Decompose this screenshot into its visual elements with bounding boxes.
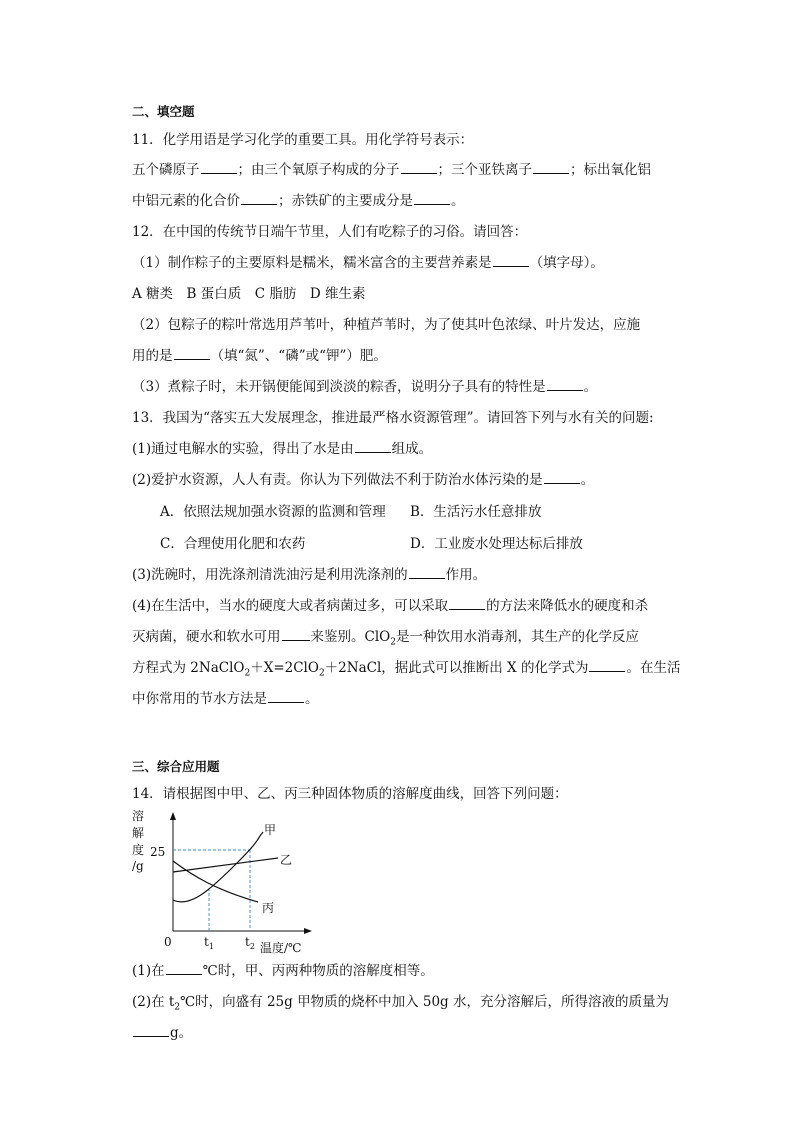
answer-blank[interactable] [589,659,625,672]
q13-option-d: D．工业废水处理达标后排放 [410,536,583,552]
origin-label: 0 [164,935,172,949]
y-label-char: 溶 [132,809,145,823]
series-label-bing: 丙 [262,901,275,915]
answer-blank[interactable] [401,161,437,174]
answer-blank[interactable] [133,1024,169,1037]
series-label-jia: 甲 [264,823,277,837]
q12-line-6: （3）煮粽子时，未开锅便能闻到淡淡的粽香，说明分子具有的特性是 。 [132,379,598,395]
q13-line-8: 灭病菌，硬水和软水可用 来鉴别。ClO$_2$是一种饮用水消毒剂，其生产的化学反应 [132,629,639,648]
q13-line-7: (4)在生活中，当水的硬度大或者病菌过多，可以采取 的方法来降低水的硬度和杀 [132,598,649,614]
section-2-title: 二、填空题 [132,104,195,119]
y-axis-arrow [170,812,176,820]
curve-jia [173,832,263,902]
q12-line-2: （1）制作粽子的主要原料是糯米，糯米富含的主要营养素是 （填字母）。 [132,255,604,271]
q14-line-1: 14．请根据图中甲、乙、丙三种固体物质的溶解度曲线，回答下列问题： [132,786,568,802]
answer-blank[interactable] [174,347,210,360]
q13-option-c: C．合理使用化肥和农药 [160,536,306,552]
q14-part-1: (1)在 ℃时，甲、丙两种物质的溶解度相等。 [132,963,434,979]
q13-line-3: (2)爱护水资源，人人有责。你认为下列做法不利于防治水体污染的是 。 [132,472,595,488]
solubility-curve-chart [128,806,328,956]
q13-line-1: 13．我国为“落实五大发展理念，推进最严格水资源管理”。请回答下列与水有关的问题: [132,410,654,426]
answer-blank[interactable] [355,440,391,453]
answer-blank[interactable] [282,628,310,641]
x-tick-t1: $t_1$ [204,935,214,951]
q13-line-6: (3)洗碗时，用洗涤剂清洗油污是利用洗涤剂的 作用。 [132,567,487,583]
q12-line-4: （2）包粽子的粽叶常选用芦苇叶，种植芦苇时，为了使其叶色浓绿、叶片发达，应施 [132,317,641,333]
q12-line-5: 用的是 （填“氮”、“磷”或“钾”）肥。 [132,348,387,364]
q13-line-2: (1)通过电解水的实验，得出了水是由 组成。 [132,441,433,457]
answer-blank[interactable] [268,690,304,703]
q13-line-9: 方程式为 2NaClO$_2$＋X=2ClO$_2$＋2NaCl，据此式可以推断出 X 的化学式为 。在生活 [132,660,681,679]
x-axis-arrow [304,928,312,934]
answer-blank[interactable] [544,471,580,484]
q12-options: A 糖类 B 蛋白质 C 脂肪 D 维生素 [132,286,366,302]
q11-line-1: 11．化学用语是学习化学的重要工具。用化学符号表示： [132,132,474,148]
q13-option-b: B．生活污水任意排放 [410,504,542,520]
y-label-char: /g [132,859,144,873]
q13-option-a: A．依照法规加强水资源的监测和管理 [160,504,386,520]
q14-part-2-cont: g。 [132,1024,192,1042]
answer-blank[interactable] [449,597,485,610]
y-tick-label: 25 [150,845,166,859]
answer-blank[interactable] [409,566,445,579]
curve-yi [173,858,278,872]
y-label-char: 解 [132,826,145,840]
x-axis-label: 温度/℃ [260,941,302,955]
answer-blank[interactable] [533,161,569,174]
q11-line-3: 中铝元素的化合价 ；赤铁矿的主要成分是 。 [132,193,465,209]
q14-part-2: (2)在 $t_2℃$时，向盛有 25g 甲物质的烧杯中加入 50g 水，充分溶解后，所得溶液的质量为 [132,994,669,1013]
answer-blank[interactable] [493,254,529,267]
q12-line-1: 12．在中国的传统节日端午节里，人们有吃粽子的习俗。请回答： [132,224,528,240]
q13-line-10: 中你常用的节水方法是 。 [132,691,319,707]
q11-line-2: 五个磷原子 ；由三个氧原子构成的分子 ；三个亚铁离子 ；标出氧化铝 [132,162,651,178]
answer-blank[interactable] [241,192,277,205]
curve-bing [173,861,258,902]
answer-blank[interactable] [201,161,237,174]
y-label-char: 度 [132,843,145,857]
answer-blank[interactable] [547,378,583,391]
series-label-yi: 乙 [280,853,293,867]
section-3-title: 三、综合应用题 [132,759,220,774]
answer-blank[interactable] [166,962,202,975]
x-tick-t2: $t_2$ [245,935,255,951]
answer-blank[interactable] [414,192,450,205]
